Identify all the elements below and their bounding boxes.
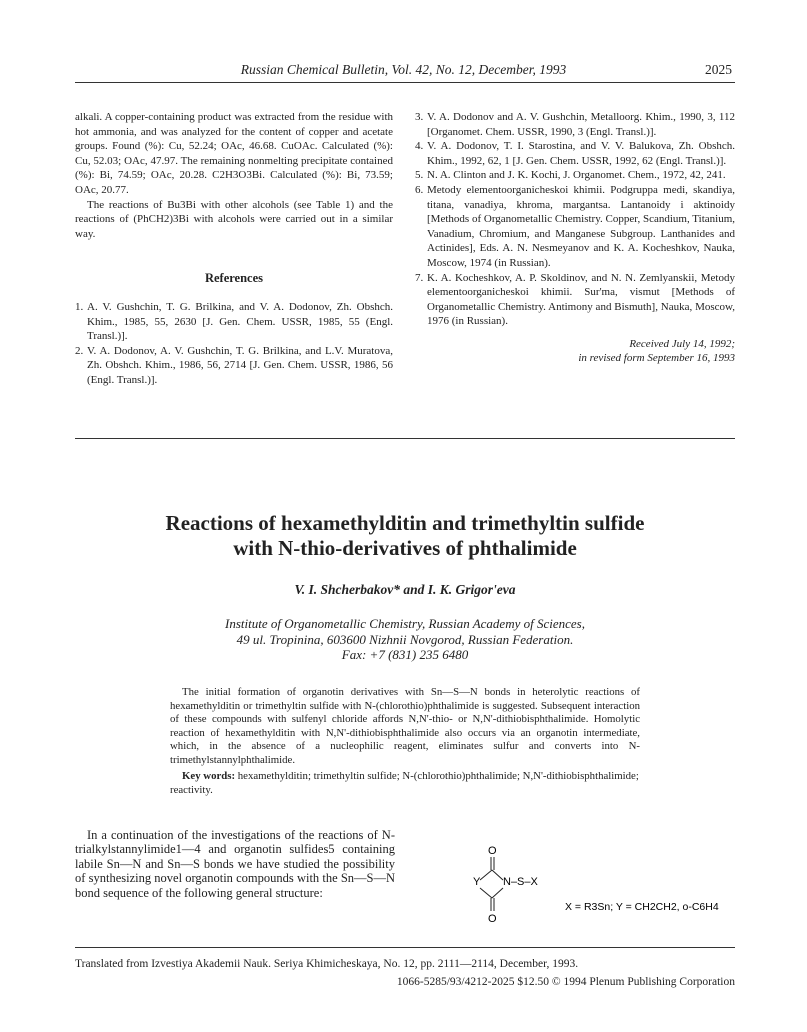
reference-item: 3. V. A. Dodonov and A. V. Gushchin, Metalloorg. Khim., 1990, 3, 112 [Organomet. Chem. USSR, 1990, 3 (Engl. Transl.)]. bbox=[415, 111, 735, 138]
reference-item: 4. V. A. Dodonov, T. I. Starostina, and V. V. Balukova, Zh. Obshch. Khim., 1992, 62, 1 [J. Gen. Chem. USSR, 1992, 62 (Engl. Transl.)]. bbox=[415, 140, 735, 167]
structure-legend: X = R3Sn; Y = CH2CH2, o-C6H4 bbox=[565, 901, 719, 913]
footer-rule bbox=[75, 947, 735, 948]
right-column bbox=[415, 110, 735, 365]
structure-bond bbox=[480, 870, 492, 880]
reference-item: 1. A. V. Gushchin, T. G. Brilkina, and V. A. Dodonov, Zh. Obshch. Khim., 1985, 55, 2630 [J. Gen. Chem. USSR, 1985, 55 (Engl. Transl.)]. bbox=[75, 300, 393, 343]
structure-bond bbox=[480, 888, 492, 898]
structure-bond bbox=[492, 888, 503, 898]
reference-list-right bbox=[415, 110, 735, 329]
reference-list-left bbox=[75, 300, 393, 388]
structure-bond bbox=[492, 870, 503, 880]
keywords-text: hexamethylditin; trimethyltin sulfide; N-(chlorothio)phthalimide; N,N'-dithiobisphthalimide; reactivity. bbox=[170, 770, 639, 796]
reference-item: 2. V. A. Dodonov, A. V. Gushchin, T. G. Brilkina, and L.V. Muratova, Zh. Obshch. Khim., 1986, 56, 2714 [J. Gen. Chem. USSR, 1986, 56 (Engl. Transl.)]. bbox=[75, 344, 393, 386]
references-heading: References bbox=[204, 271, 264, 286]
structure-chain: N–S–X bbox=[503, 876, 538, 888]
section-rule bbox=[75, 438, 735, 439]
article-title: Reactions of hexamethylditin and trimethyltin sulfide with N-thio-derivatives of phthalimide bbox=[165, 511, 645, 560]
affiliation: Institute of Organometallic Chemistry, Russian Academy of Sciences, 49 ul. Tropinina, 603600 Nizhnii Novgorod, Russian Federation. Fax: +7 (831) 235 6480 bbox=[225, 616, 585, 662]
authors: V. I. Shcherbakov* and I. K. Grigor'eva bbox=[294, 582, 516, 597]
experimental-paragraph-2: The reactions of Bu3Bi with other alcohols (see Table 1) and the reactions of (PhCH2)3Bi with alcohols were carried out in a similar way. bbox=[75, 198, 393, 240]
left-column bbox=[75, 110, 393, 388]
translation-note: Translated from Izvestiya Akademii Nauk. Seriya Khimicheskaya, No. 12, pp. 2111—2114, December, 1993. bbox=[75, 958, 579, 970]
page-number: 2025 bbox=[705, 62, 732, 77]
structure-o-top: O bbox=[488, 845, 497, 857]
header-rule bbox=[75, 82, 735, 83]
reference-item: 5. N. A. Clinton and J. K. Kochi, J. Organomet. Chem., 1972, 42, 241. bbox=[415, 169, 726, 182]
keywords-label: Key words: bbox=[182, 770, 236, 782]
general-structure-diagram bbox=[470, 840, 750, 930]
copyright-line: 1066-5285/93/4212-2025 $12.50 © 1994 Plenum Publishing Corporation bbox=[396, 976, 735, 988]
intro-paragraph: In a continuation of the investigations of the reactions of N-trialkylstannylimide1—4 and organotin sulfides5 containing labile Sn—N and Sn—S bonds we have studied the possibility of synthesizing novel organotin compounds with the Sn—S—N bond sequence of the following general structure: bbox=[75, 828, 395, 900]
structure-y: Y bbox=[473, 876, 481, 888]
reference-item: 6. Metody elementoorganicheskoi khimii. Podgruppa medi, skandiya, titana, vanadiya, khroma, margantsa. Lantanoidy i aktinoidy [Methods of Organometallic Chemistry. Copper, Scandium, Titanium, Vanadium, Chromium, and Manganese Subgroup. Lanthanides and Actinides], Eds. A. N. Nesmeyanov and K. A. Kocheshkov, Nauka, Moscow, 1974 (in Russian). bbox=[415, 183, 735, 269]
abstract: The initial formation of organotin derivatives with Sn—S—N bonds in heterolytic reactions of hexamethylditin or trimethyltin sulfide with N-(chlorothio)phthalimide is suggested. Subsequent interaction of these compounds with sulfenyl chloride affords N,N'-thio- or N,N'-dithiobisphthalimide. Homolytic reaction of hexamethylditin with N,N'-dithiobisphthalimide also occurs via an organotin intermediate, which, in the absence of a nucleophilic reagent, eliminates sulfur and converts into N-trimethylstannylphthalimide. bbox=[170, 686, 640, 766]
experimental-paragraph: alkali. A copper-containing product was extracted from the residue with hot ammonia, and was analyzed for the content of copper and acetate groups. Found (%): Cu, 52.24; OAc, 46.68. CuOAc. Calculated (%): Cu, 52.03; OAc, 47.97. The remaining nonmelting precipitate contained (%): Bi, 74.59; OAc, 20.28. C2H3O3Bi. Calculated (%): Bi, 73.59; OAc, 20.77. bbox=[75, 111, 393, 196]
running-header: Russian Chemical Bulletin, Vol. 42, No. 12, December, 1993 bbox=[240, 62, 567, 77]
structure-o-bottom: O bbox=[488, 913, 497, 925]
reference-item: 7. K. A. Kocheshkov, A. P. Skoldinov, and N. N. Zemlyanskii, Metody elementoorganicheskoi khimii. Sur'ma, vismut [Methods of Organometallic Chemistry. Antimony and Bismuth], Nauka, Moscow, 1976 (in Russian). bbox=[415, 271, 735, 328]
keywords bbox=[170, 770, 640, 797]
received-dates: Received July 14, 1992; in revised form September 16, 1993 bbox=[578, 337, 735, 364]
